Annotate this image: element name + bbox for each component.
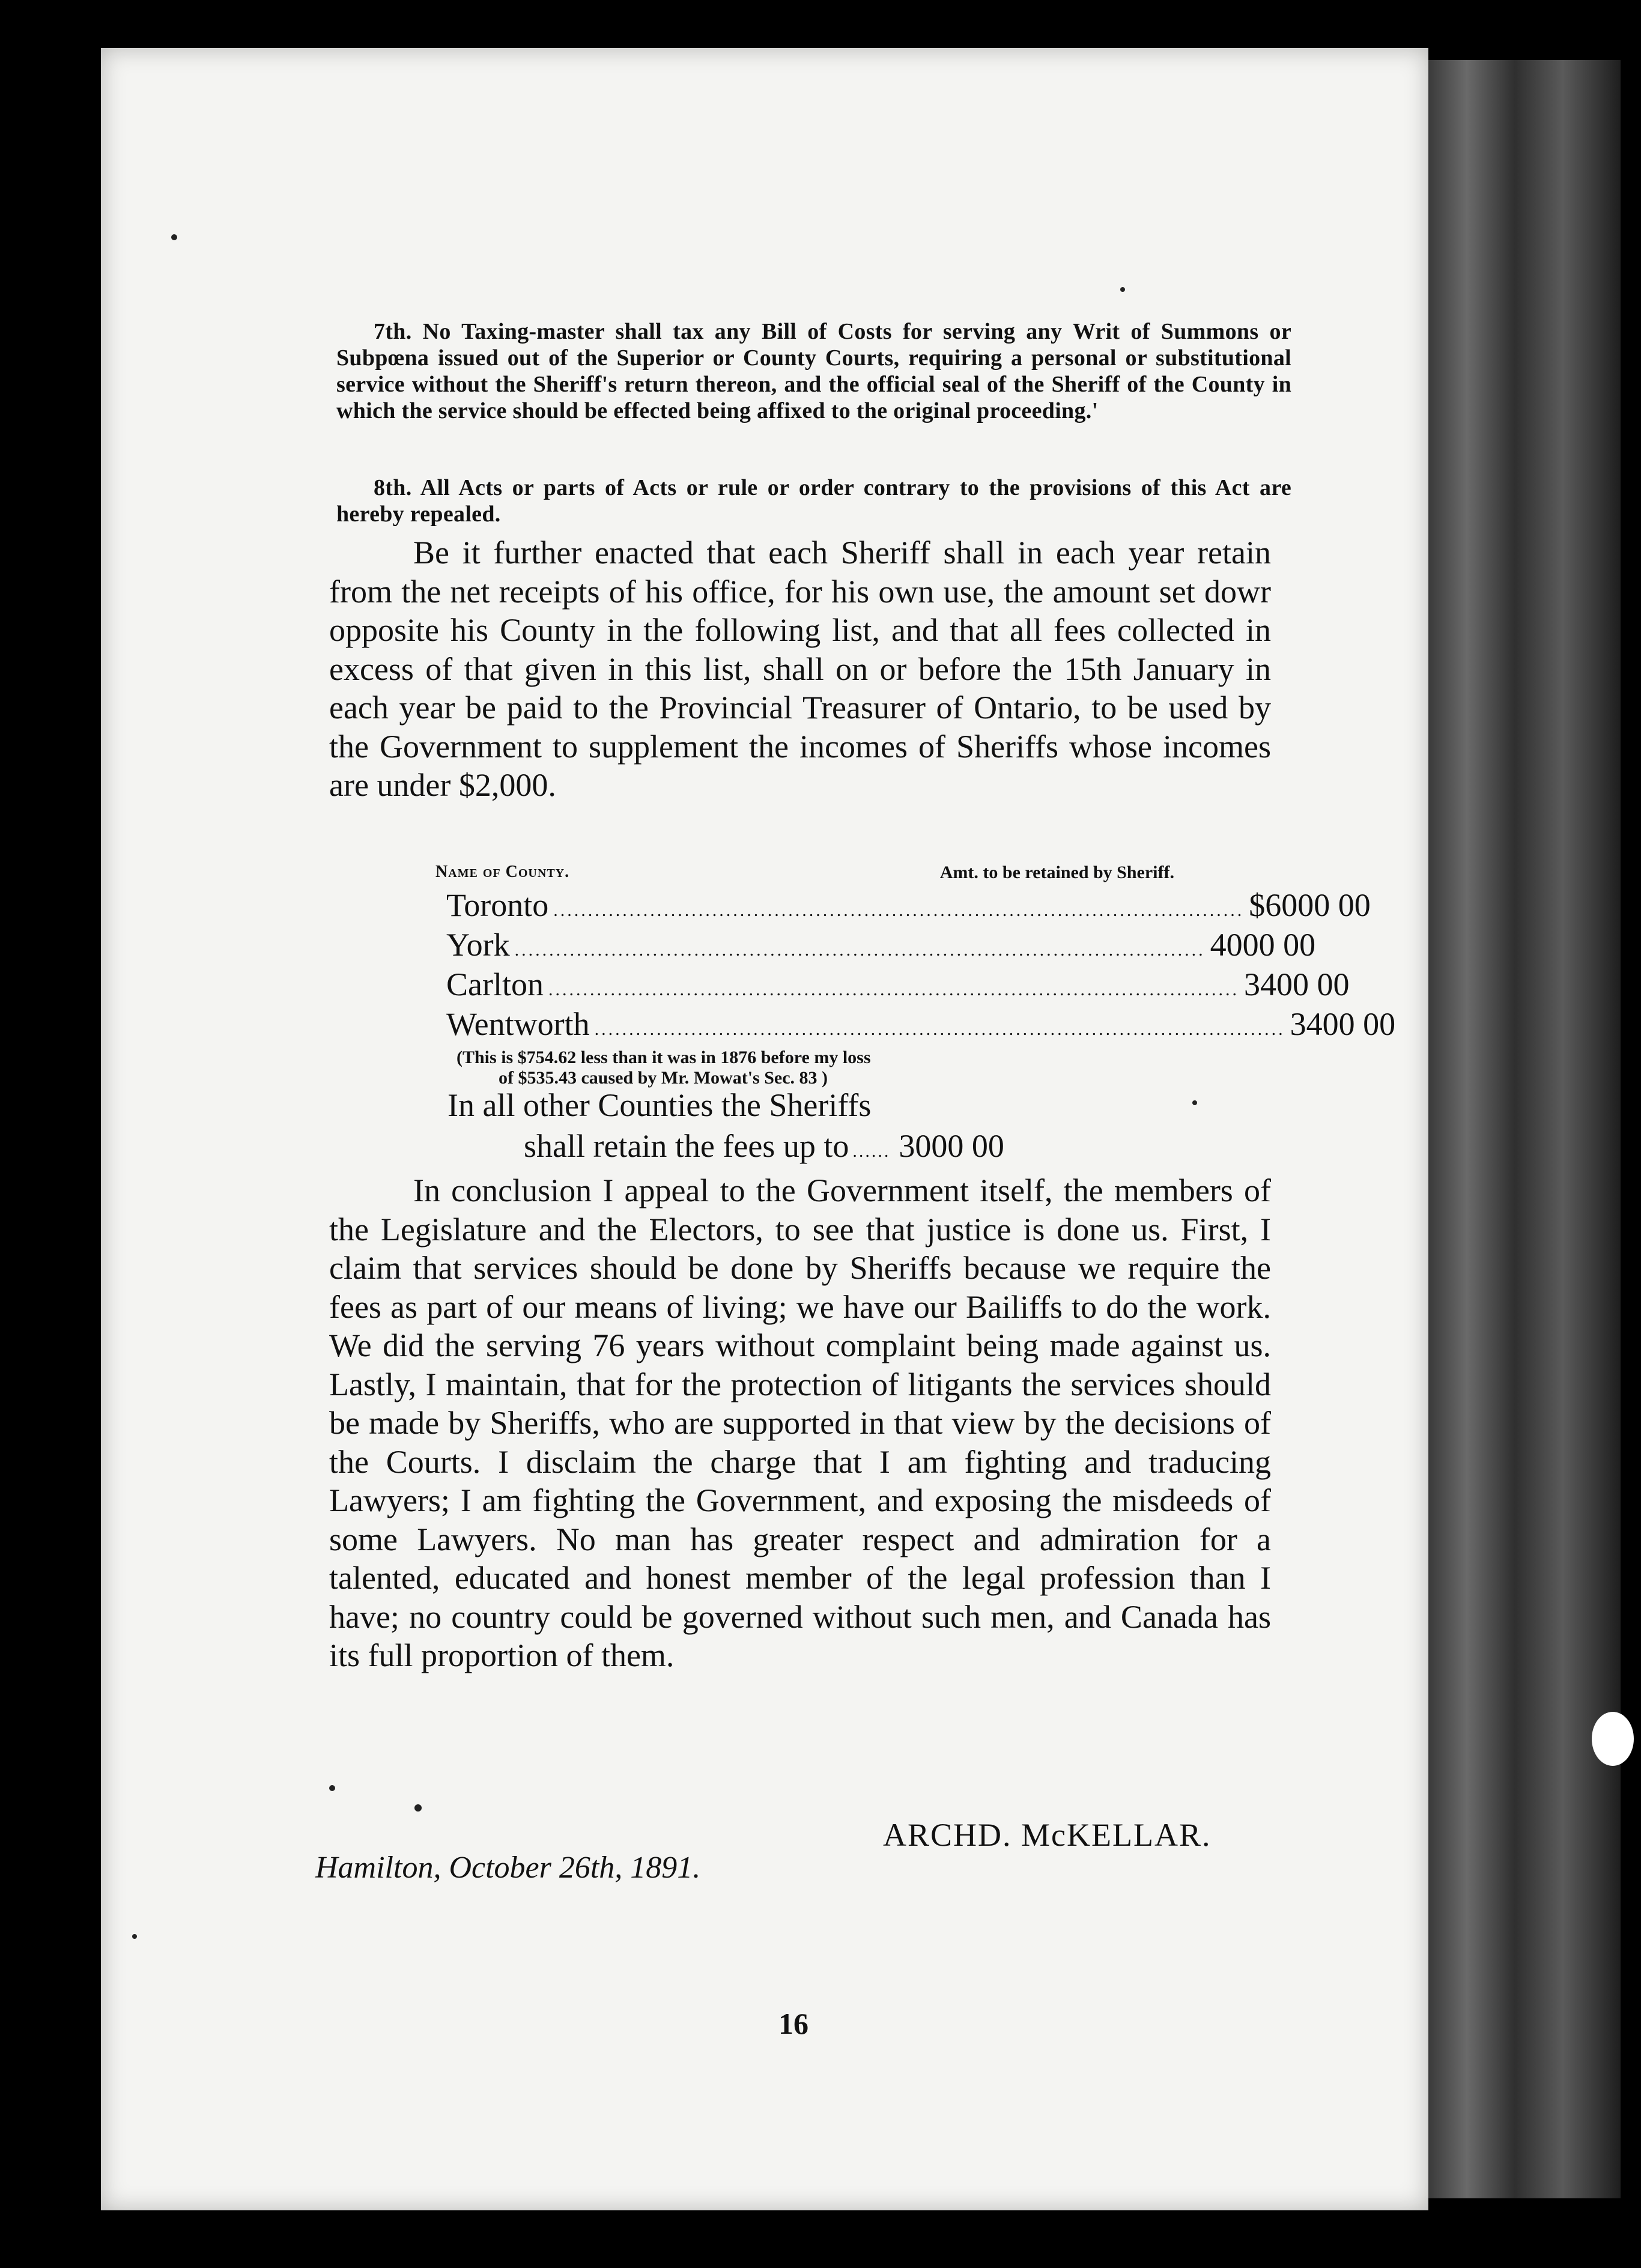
header-county: Name of County. xyxy=(435,863,570,881)
other-counties-text: shall retain the fees up to xyxy=(524,1128,849,1164)
clause-7 xyxy=(336,318,1291,424)
leader-dots: ...... xyxy=(852,1141,891,1161)
scan-speck xyxy=(1120,287,1125,292)
county-name: Toronto xyxy=(446,887,549,923)
table-row xyxy=(446,965,1350,1004)
scan-speck xyxy=(329,1785,335,1791)
county-amount: 3400 00 xyxy=(1290,1006,1396,1042)
clause-8-text: 8th. All Acts or parts of Acts or rule or order contrary to the provisions of this Act are hereby repealed. xyxy=(336,475,1291,527)
county-amount: 4000 00 xyxy=(1210,927,1316,963)
table-row xyxy=(446,1004,1396,1044)
scan-speck xyxy=(132,1934,137,1939)
scan-speck xyxy=(171,234,177,240)
other-counties-fees xyxy=(524,1127,1172,1171)
table-row xyxy=(446,925,1316,965)
leader-dots: .................................................................................................... xyxy=(548,980,1239,999)
leader-dots: .................................................................................................... xyxy=(514,940,1206,960)
conclusion-text: In conclusion I appeal to the Government itself, the members of the Legislature and the Electors, to see that justice is done us. First, I claim that services should be done by Sheriffs because we require the fees as part of our means of living; we have our Bailiffs to do the work. We did the serving 76 years without complaint being made against us. Lastly, I maintain, that for the protection of litigants the services should be made by Sheriffs, who are supported in that view by the decisions of the Courts. I disclaim the charge that I am fighting and traducing Lawyers; I am fighting the Government, and exposing the misdeeds of some Lawyers. No man has greater respect and admiration for a talented, educated and honest member of the legal profession than I have; no country could be governed without such men, and Canada has its full proportion of them. xyxy=(329,1172,1271,1673)
place-date: Hamilton, October 26th, 1891. xyxy=(315,1851,701,1885)
header-amount: Amt. to be retained by Sheriff. xyxy=(939,863,1174,882)
other-counties-amount: 3000 00 xyxy=(899,1128,1004,1164)
enactment-text: Be it further enacted that each Sheriff shall in each year retain from the net receipts of his office, for his own use, the amount set dowr opposite his County in the following list, and that all fees collected in excess of that given in this list, shall on or before the 15th January in each year be paid to the Provincial Treasurer of Ontario, to be used by the Government to supplement the incomes of Sheriffs whose incomes are under $2,000. xyxy=(329,535,1271,803)
county-name: Wentworth xyxy=(446,1006,590,1042)
scan-speck xyxy=(414,1804,422,1812)
conclusion-paragraph xyxy=(329,1171,1271,1675)
county-amount: $6000 00 xyxy=(1249,887,1371,923)
county-name: Carlton xyxy=(446,966,544,1002)
county-amount: 3400 00 xyxy=(1243,966,1350,1002)
table-row xyxy=(446,885,1371,925)
note-line-1: (This is $754.62 less than it was in 1876 before my loss xyxy=(457,1048,871,1067)
county-name: York xyxy=(446,927,510,963)
note-line-2: of $535.43 caused by Mr. Mowat's Sec. 83 ) xyxy=(499,1068,828,1088)
wentworth-note xyxy=(457,1048,1057,1088)
enactment-paragraph xyxy=(329,533,1271,805)
leader-dots: .................................................................................................... xyxy=(594,1019,1285,1039)
clause-7-text: 7th. No Taxing-master shall tax any Bill of Costs for serving any Writ of Summons or Subpœna issued out of the Superior or County Courts, requiring a personal or substitutional service without the Sheriff's return thereon, and the official seal of the Sheriff of the County in which the service should be effected being affixed to the original proceeding.' xyxy=(336,319,1291,423)
clause-8 xyxy=(336,475,1291,527)
page-number: 16 xyxy=(778,2007,808,2040)
table-header xyxy=(435,863,1174,887)
leader-dots: .................................................................................................... xyxy=(553,900,1245,920)
scan-blot xyxy=(1592,1712,1634,1766)
page-edge-shadow xyxy=(1428,60,1621,2198)
scan-speck xyxy=(1192,1100,1197,1105)
other-counties-line: In all other Counties the Sheriffs xyxy=(447,1087,872,1123)
signature: ARCHD. McKELLAR. xyxy=(883,1817,1212,1853)
